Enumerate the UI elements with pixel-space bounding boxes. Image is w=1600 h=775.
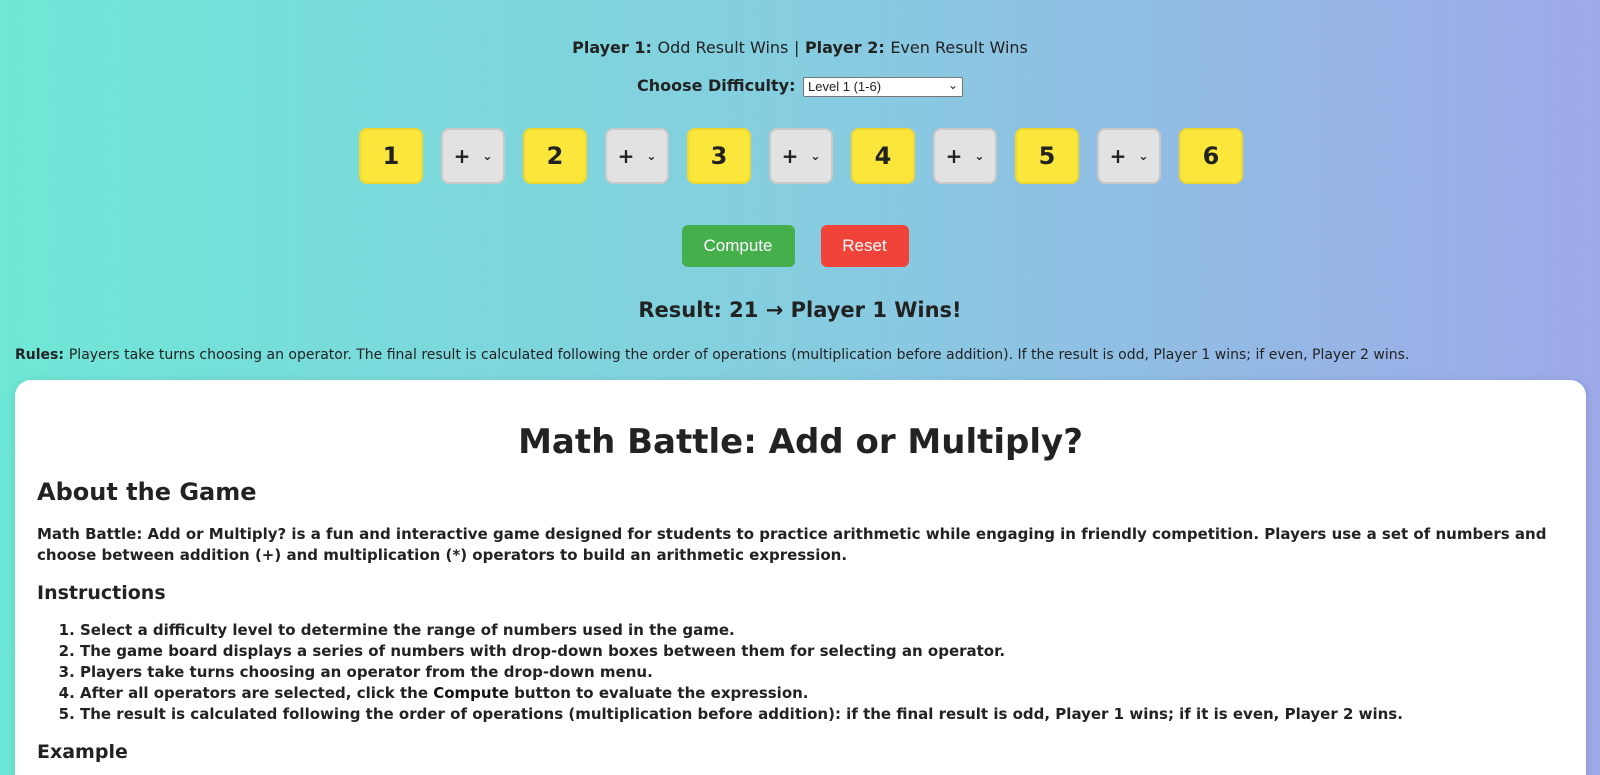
rules-label: Rules:	[15, 347, 64, 363]
operator-value: +	[781, 144, 799, 168]
number-tile: 1	[359, 128, 423, 184]
number-tile: 3	[687, 128, 751, 184]
result-text: Result: 21 → Player 1 Wins!	[638, 298, 962, 322]
list-item: 1. Select a difficulty level to determine the range of numbers used in the game.	[80, 620, 1564, 641]
number-tile: 6	[1179, 128, 1243, 184]
player2-text: Even Result Wins	[890, 38, 1028, 57]
chevron-down-icon: ⌄	[947, 77, 959, 92]
instructions-heading: Instructions	[37, 582, 166, 604]
difficulty-select[interactable]	[803, 77, 963, 97]
step4-before: After all operators are selected, click the	[80, 684, 428, 702]
operator-select[interactable]	[933, 128, 997, 184]
difficulty-label: Choose Difficulty:	[636, 76, 796, 95]
info-card	[15, 380, 1586, 775]
operator-select[interactable]	[1097, 128, 1161, 184]
about-text: Math Battle: Add or Multiply? is a fun and interactive game designed for students to practice arithmetic while engaging in friendly competition. Players use a set of numbers and choose between addition (+) and multiplication (*) operators to build an arithmetic expression.	[37, 525, 1547, 564]
chevron-down-icon: ⌄	[482, 149, 493, 163]
player2-label: Player 2:	[804, 38, 885, 57]
number-tile: 5	[1015, 128, 1079, 184]
step4-after: button to evaluate the expression.	[514, 684, 809, 702]
instructions-list	[37, 620, 1564, 725]
chevron-down-icon: ⌄	[810, 149, 821, 163]
player-assignments	[0, 38, 1600, 57]
player1-text: Odd Result Wins	[657, 38, 789, 57]
rules-line	[15, 347, 1409, 363]
difficulty-selected: Level 1 (1-6)	[808, 78, 882, 94]
list-item: 2. The game board displays a series of numbers with drop-down boxes between them for selecting an operator.	[80, 641, 1564, 662]
operator-select[interactable]	[605, 128, 669, 184]
reset-button[interactable]: Reset	[821, 225, 909, 267]
action-buttons	[0, 225, 1600, 267]
operator-value: +	[945, 144, 963, 168]
chevron-down-icon: ⌄	[1138, 149, 1149, 163]
chevron-down-icon: ⌄	[646, 149, 657, 163]
operator-value: +	[453, 144, 471, 168]
rules-text: Players take turns choosing an operator. The final result is calculated following the order of operations (multiplication before addition). If the result is odd, Player 1 wins; if even, Player 2 wins.	[68, 347, 1410, 363]
example-heading: Example	[37, 741, 128, 763]
separator: |	[793, 38, 800, 57]
list-item	[80, 683, 1564, 704]
chevron-down-icon: ⌄	[974, 149, 985, 163]
list-item: 3. Players take turns choosing an operator from the drop-down menu.	[80, 662, 1564, 683]
page-title: Math Battle: Add or Multiply?	[518, 422, 1083, 462]
compute-button[interactable]: Compute	[682, 225, 795, 267]
operator-select[interactable]	[769, 128, 833, 184]
about-heading: About the Game	[37, 478, 257, 506]
number-tile: 4	[851, 128, 915, 184]
difficulty-row	[0, 76, 1600, 97]
operator-select[interactable]	[441, 128, 505, 184]
operator-value: +	[1109, 144, 1127, 168]
list-item: 5. The result is calculated following the order of operations (multiplication before addition): if the final result is odd, Player 1 wins; if it is even, Player 2 wins.	[80, 704, 1564, 725]
game-board	[359, 128, 1243, 184]
step4-compute: Compute	[433, 684, 509, 702]
player1-label: Player 1:	[572, 38, 652, 57]
number-tile: 2	[523, 128, 587, 184]
operator-value: +	[617, 144, 635, 168]
